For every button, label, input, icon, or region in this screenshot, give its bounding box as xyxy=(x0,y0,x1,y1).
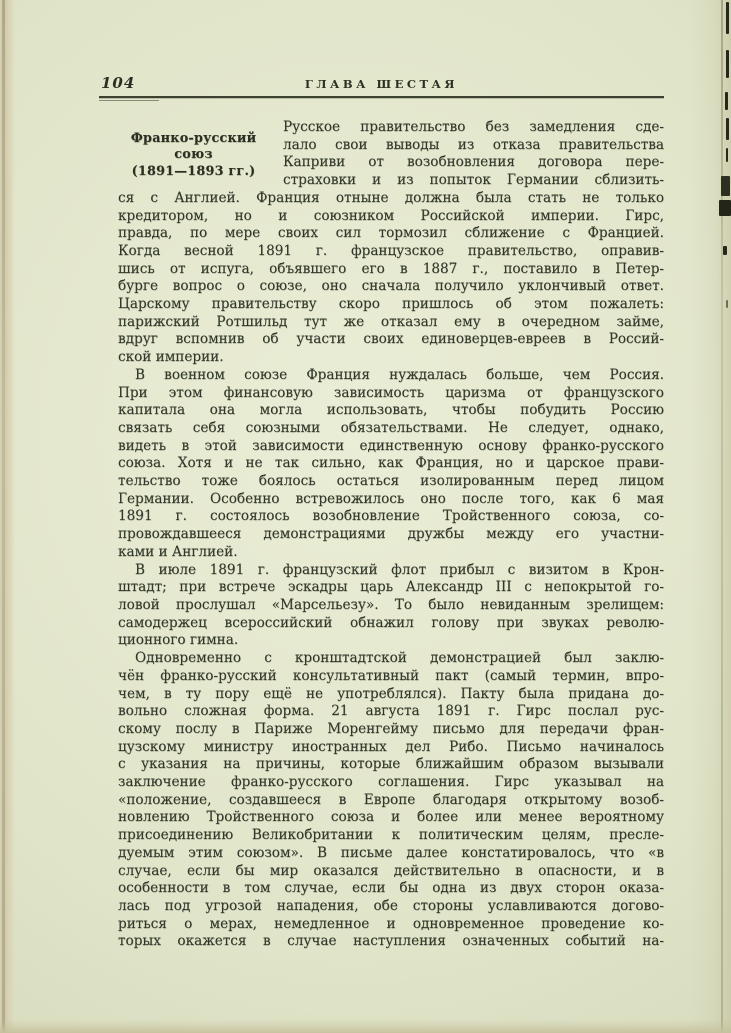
first-paragraph-block xyxy=(118,119,664,190)
text-line: лало свои выводы из отказа правительства xyxy=(283,136,664,153)
text-line: 1891 г. состоялось возобновление Тройственного союза, со- xyxy=(118,508,664,525)
text-line: Каприви от возобновления договора пере- xyxy=(283,154,664,171)
chapter-running-title: ГЛАВА ШЕСТАЯ xyxy=(304,77,459,91)
text-line: дуемым этим союзом». В письме далее констатировалось, что «в xyxy=(118,844,664,861)
scan-bottom-edge xyxy=(0,1019,731,1033)
scan-edge-artifact xyxy=(726,50,729,78)
text-line: новлению Тройственного союза и более или менее вероятному xyxy=(118,809,664,826)
text-line: «положение, создавшееся в Европе благодаря открытому возоб- xyxy=(118,791,664,808)
text-line: тельство тоже боялось остаться изолированным перед лицом xyxy=(118,473,664,490)
scan-edge-artifact xyxy=(719,200,731,216)
text-line: торых окажется в случае наступления означенных событий на- xyxy=(118,933,664,950)
text-line: случае, если бы мир оказался действительно в опасности, и в xyxy=(118,862,664,879)
text-line: присоединению Великобритании к политическим целям, пресле- xyxy=(118,827,664,844)
header-rule-segment xyxy=(99,100,159,101)
body-text xyxy=(118,119,664,951)
text-line: шись от испуга, объявшего его в 1887 г., поставило в Петер- xyxy=(118,260,664,277)
side-heading-line: (1891—1893 гг.) xyxy=(131,163,256,179)
text-line: с указания на причины, которые ближайшим образом вызывали xyxy=(118,756,664,773)
text-line: В военном союзе Франция нуждалась больше, чем Россия. xyxy=(135,366,664,383)
body-paragraphs xyxy=(118,190,664,951)
text-line: ционного гимна. xyxy=(118,632,239,649)
scan-edge-artifact xyxy=(726,300,728,308)
text-line: Германии. Особенно встревожилось оно после того, как 6 мая xyxy=(118,490,664,507)
text-line: связать себя союзными обязательствами. Не следует, однако, xyxy=(118,419,664,436)
text-line: бурге вопрос о союзе, оно сначала получило уклончивый ответ. xyxy=(118,278,664,295)
text-line: видеть в этой зависимости единственную основу франко-русского xyxy=(118,437,664,454)
scan-edge-artifact xyxy=(723,246,727,255)
text-line: страховки и из попыток Германии сблизить- xyxy=(283,172,664,189)
scan-edge-artifact xyxy=(725,92,728,110)
text-line: парижский Ротшильд тут же отказал ему в очередном займе, xyxy=(118,313,664,330)
text-line: Одновременно с кронштадтской демонстрацией был заклю- xyxy=(135,650,664,667)
text-line: цузскому министру иностранных дел Рибо. Письмо начиналось xyxy=(118,738,664,755)
scan-right-edge-line xyxy=(721,0,723,1033)
text-line: самодержец всероссийский обнажил голову при звуках револю- xyxy=(118,614,664,631)
scan-edge-artifact xyxy=(721,176,730,196)
text-line: скому послу в Париже Моренгейму письмо для передачи фран- xyxy=(118,720,664,737)
text-line: чем, в ту пору ещё не употреблялся). Пакту была придана до- xyxy=(118,685,664,702)
text-line: капитала она могла использовать, чтобы побудить Россию xyxy=(118,402,664,419)
scan-left-edge-line xyxy=(2,0,5,1033)
scan-right-edge-shade xyxy=(689,0,731,1033)
text-line: Царскому правительству скоро пришлось об этом пожалеть: xyxy=(118,296,664,313)
text-line: провождавшееся демонстрациями дружбы между его участни- xyxy=(118,526,664,543)
margin-column xyxy=(118,119,283,190)
text-line: заключение франко-русского соглашения. Гирс указывал на xyxy=(118,774,664,791)
header-rule xyxy=(99,96,664,98)
side-heading-line: союз xyxy=(174,147,213,163)
text-line: В июле 1891 г. французский флот прибыл с визитом в Крон- xyxy=(135,561,664,578)
text-line: чён франко-русский консультативный пакт (самый термин, впро- xyxy=(118,667,664,684)
text-line: риться о мерах, немедленное и одновременное проведение ко- xyxy=(118,915,664,932)
text-line: вдруг вспомнив об участи своих единоверцев-евреев в Россий- xyxy=(118,331,664,348)
text-line: вольно сложная форма. 21 августа 1891 г. Гирс послал рус- xyxy=(118,703,664,720)
scan-edge-artifact xyxy=(726,2,729,34)
side-heading-line: Франко-русский xyxy=(130,131,257,146)
text-line: Русское правительство без замедления сде- xyxy=(283,119,664,135)
page-number: 104 xyxy=(101,74,136,92)
text-line: особенности в том случае, если бы одна из двух сторон оказа- xyxy=(118,880,664,897)
text-line: ками и Англией. xyxy=(118,543,238,560)
wrapped-text-column xyxy=(283,119,664,190)
text-line: штадт; при встрече эскадры царь Александр III с непокрытой го- xyxy=(118,579,664,596)
text-line: ской империи. xyxy=(118,349,224,366)
scan-edge-artifact xyxy=(726,118,729,140)
text-line: При этом финансовую зависимость царизма от французского xyxy=(118,384,664,401)
text-line: ся с Англией. Франция отныне должна была стать не только xyxy=(118,189,664,206)
scan-edge-artifact xyxy=(726,148,728,162)
text-line: Когда весной 1891 г. французское правительство, оправив- xyxy=(118,242,664,259)
text-line: союза. Хотя и не так сильно, как Франция, но и царское прави- xyxy=(118,455,664,472)
text-line: ловой прослушал «Марсельезу». То было невиданным зрелищем: xyxy=(118,596,664,613)
text-line: правда, по мере своих сил тормозил сближение с Францией. xyxy=(118,225,664,242)
text-line: лась под угрозой нападения, обе стороны уславливаются догово- xyxy=(118,897,664,914)
section-side-heading xyxy=(118,131,283,180)
running-head xyxy=(99,74,664,94)
text-line: кредитором, но и союзником Российской империи. Гирс, xyxy=(118,207,664,224)
